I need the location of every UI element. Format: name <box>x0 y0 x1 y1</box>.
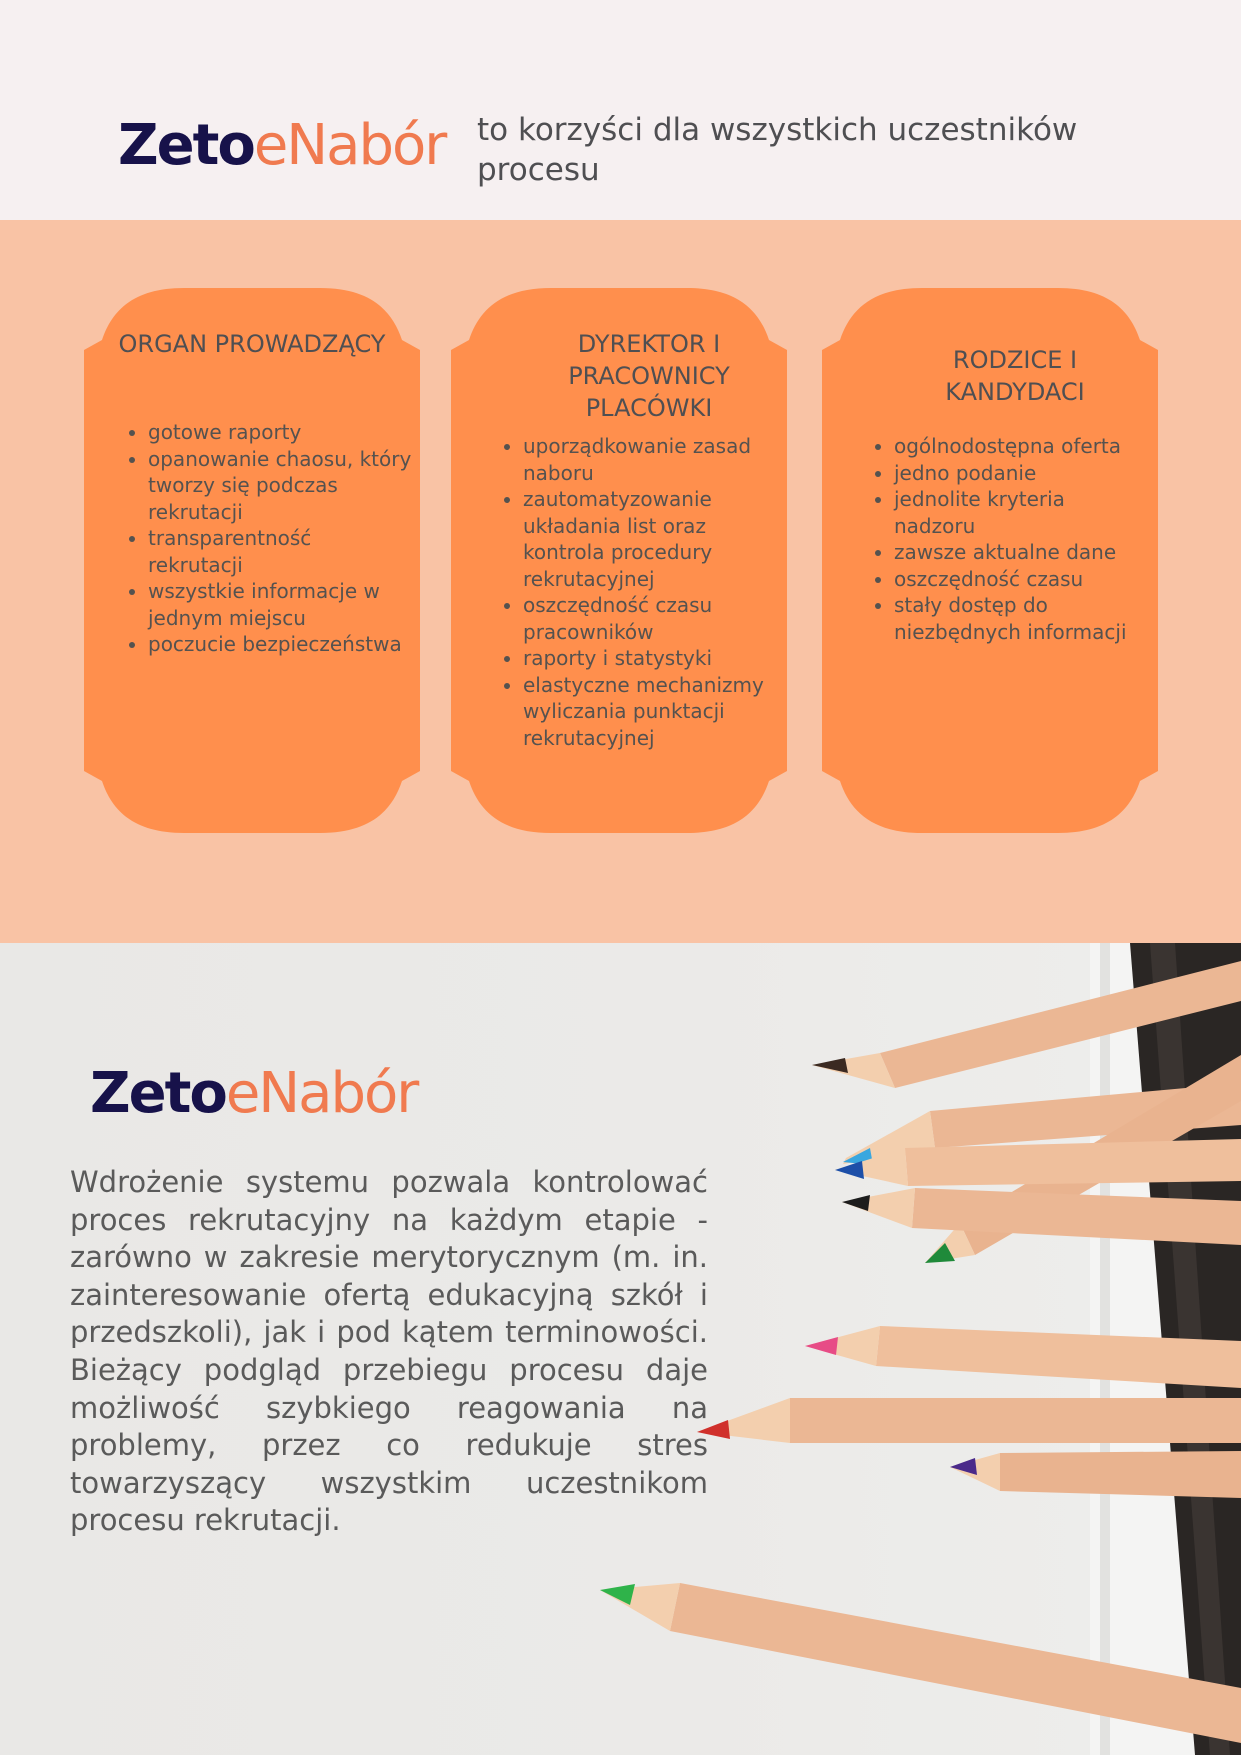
card-rodzice-kandydaci <box>822 288 1158 833</box>
brand-logo-bottom <box>90 1061 418 1126</box>
list-item: • uporządkowanie zasad naboru <box>523 433 779 486</box>
list-item: • raporty i statystyki <box>523 645 779 672</box>
list-item: • jednolite kryteria nadzoru <box>894 486 1150 539</box>
description-paragraph: Wdrożenie systemu pozwala kontrolować proces rekrutacyjny na każdym etapie - zarówno w zakresie merytorycznym (m. in. zainteresowanie ofertą edukacyjną szkół i przedszkoli), jak i pod kątem terminowości. Bieżący podgląd przebiegu procesu daje możliwość szybkiego reagowania na problemy, przez co redukuje stres towarzyszący wszystkim uczestnikom procesu rekrutacji. <box>70 1165 708 1538</box>
card-list <box>495 433 779 751</box>
pencil-red <box>697 1398 1241 1443</box>
brand-logo-zeto: Zeto <box>118 113 254 178</box>
list-item: • opanowanie chaosu, który tworzy się podczas rekrutacji <box>148 446 412 526</box>
brand-logo-enabor: eNabór <box>225 1061 418 1126</box>
list-item: • oszczędność czasu pracowników <box>523 592 779 645</box>
list-item: • ogólnodostępna oferta <box>894 433 1150 460</box>
brand-logo-enabor: eNabór <box>253 113 446 178</box>
card-title: DYREKTOR I PRACOWNICY PLACÓWKI <box>568 330 730 422</box>
card-title: ORGAN PROWADZĄCY <box>118 330 386 358</box>
list-item: • stały dostęp do niezbędnych informacji <box>894 592 1150 645</box>
brand-logo <box>118 113 446 178</box>
list-item: • jedno podanie <box>894 460 1150 487</box>
list-item: • gotowe raporty <box>148 419 412 446</box>
card-list <box>866 433 1150 645</box>
list-item: • elastyczne mechanizmy wyliczania punktacji rekrutacyjnej <box>523 672 779 752</box>
list-item: • zawsze aktualne dane <box>894 539 1150 566</box>
list-item: • poczucie bezpieczeństwa <box>148 631 412 658</box>
list-item: • transparentność rekrutacji <box>148 525 412 578</box>
list-item: • oszczędność czasu <box>894 566 1150 593</box>
card-dyrektor-pracownicy <box>451 288 787 833</box>
list-item: • wszystkie informacje w jednym miejscu <box>148 578 412 631</box>
list-item: • zautomatyzowanie układania list oraz kontrola procedury rekrutacyjnej <box>523 486 779 592</box>
card-list <box>120 419 412 658</box>
card-organ-prowadzacy <box>84 288 420 833</box>
header-tagline: to korzyści dla wszystkich uczestników procesu <box>477 112 1078 188</box>
card-title: RODZICE I KANDYDACI <box>945 346 1085 406</box>
pencil-purple <box>950 1451 1241 1498</box>
brand-logo-zeto: Zeto <box>90 1061 226 1126</box>
